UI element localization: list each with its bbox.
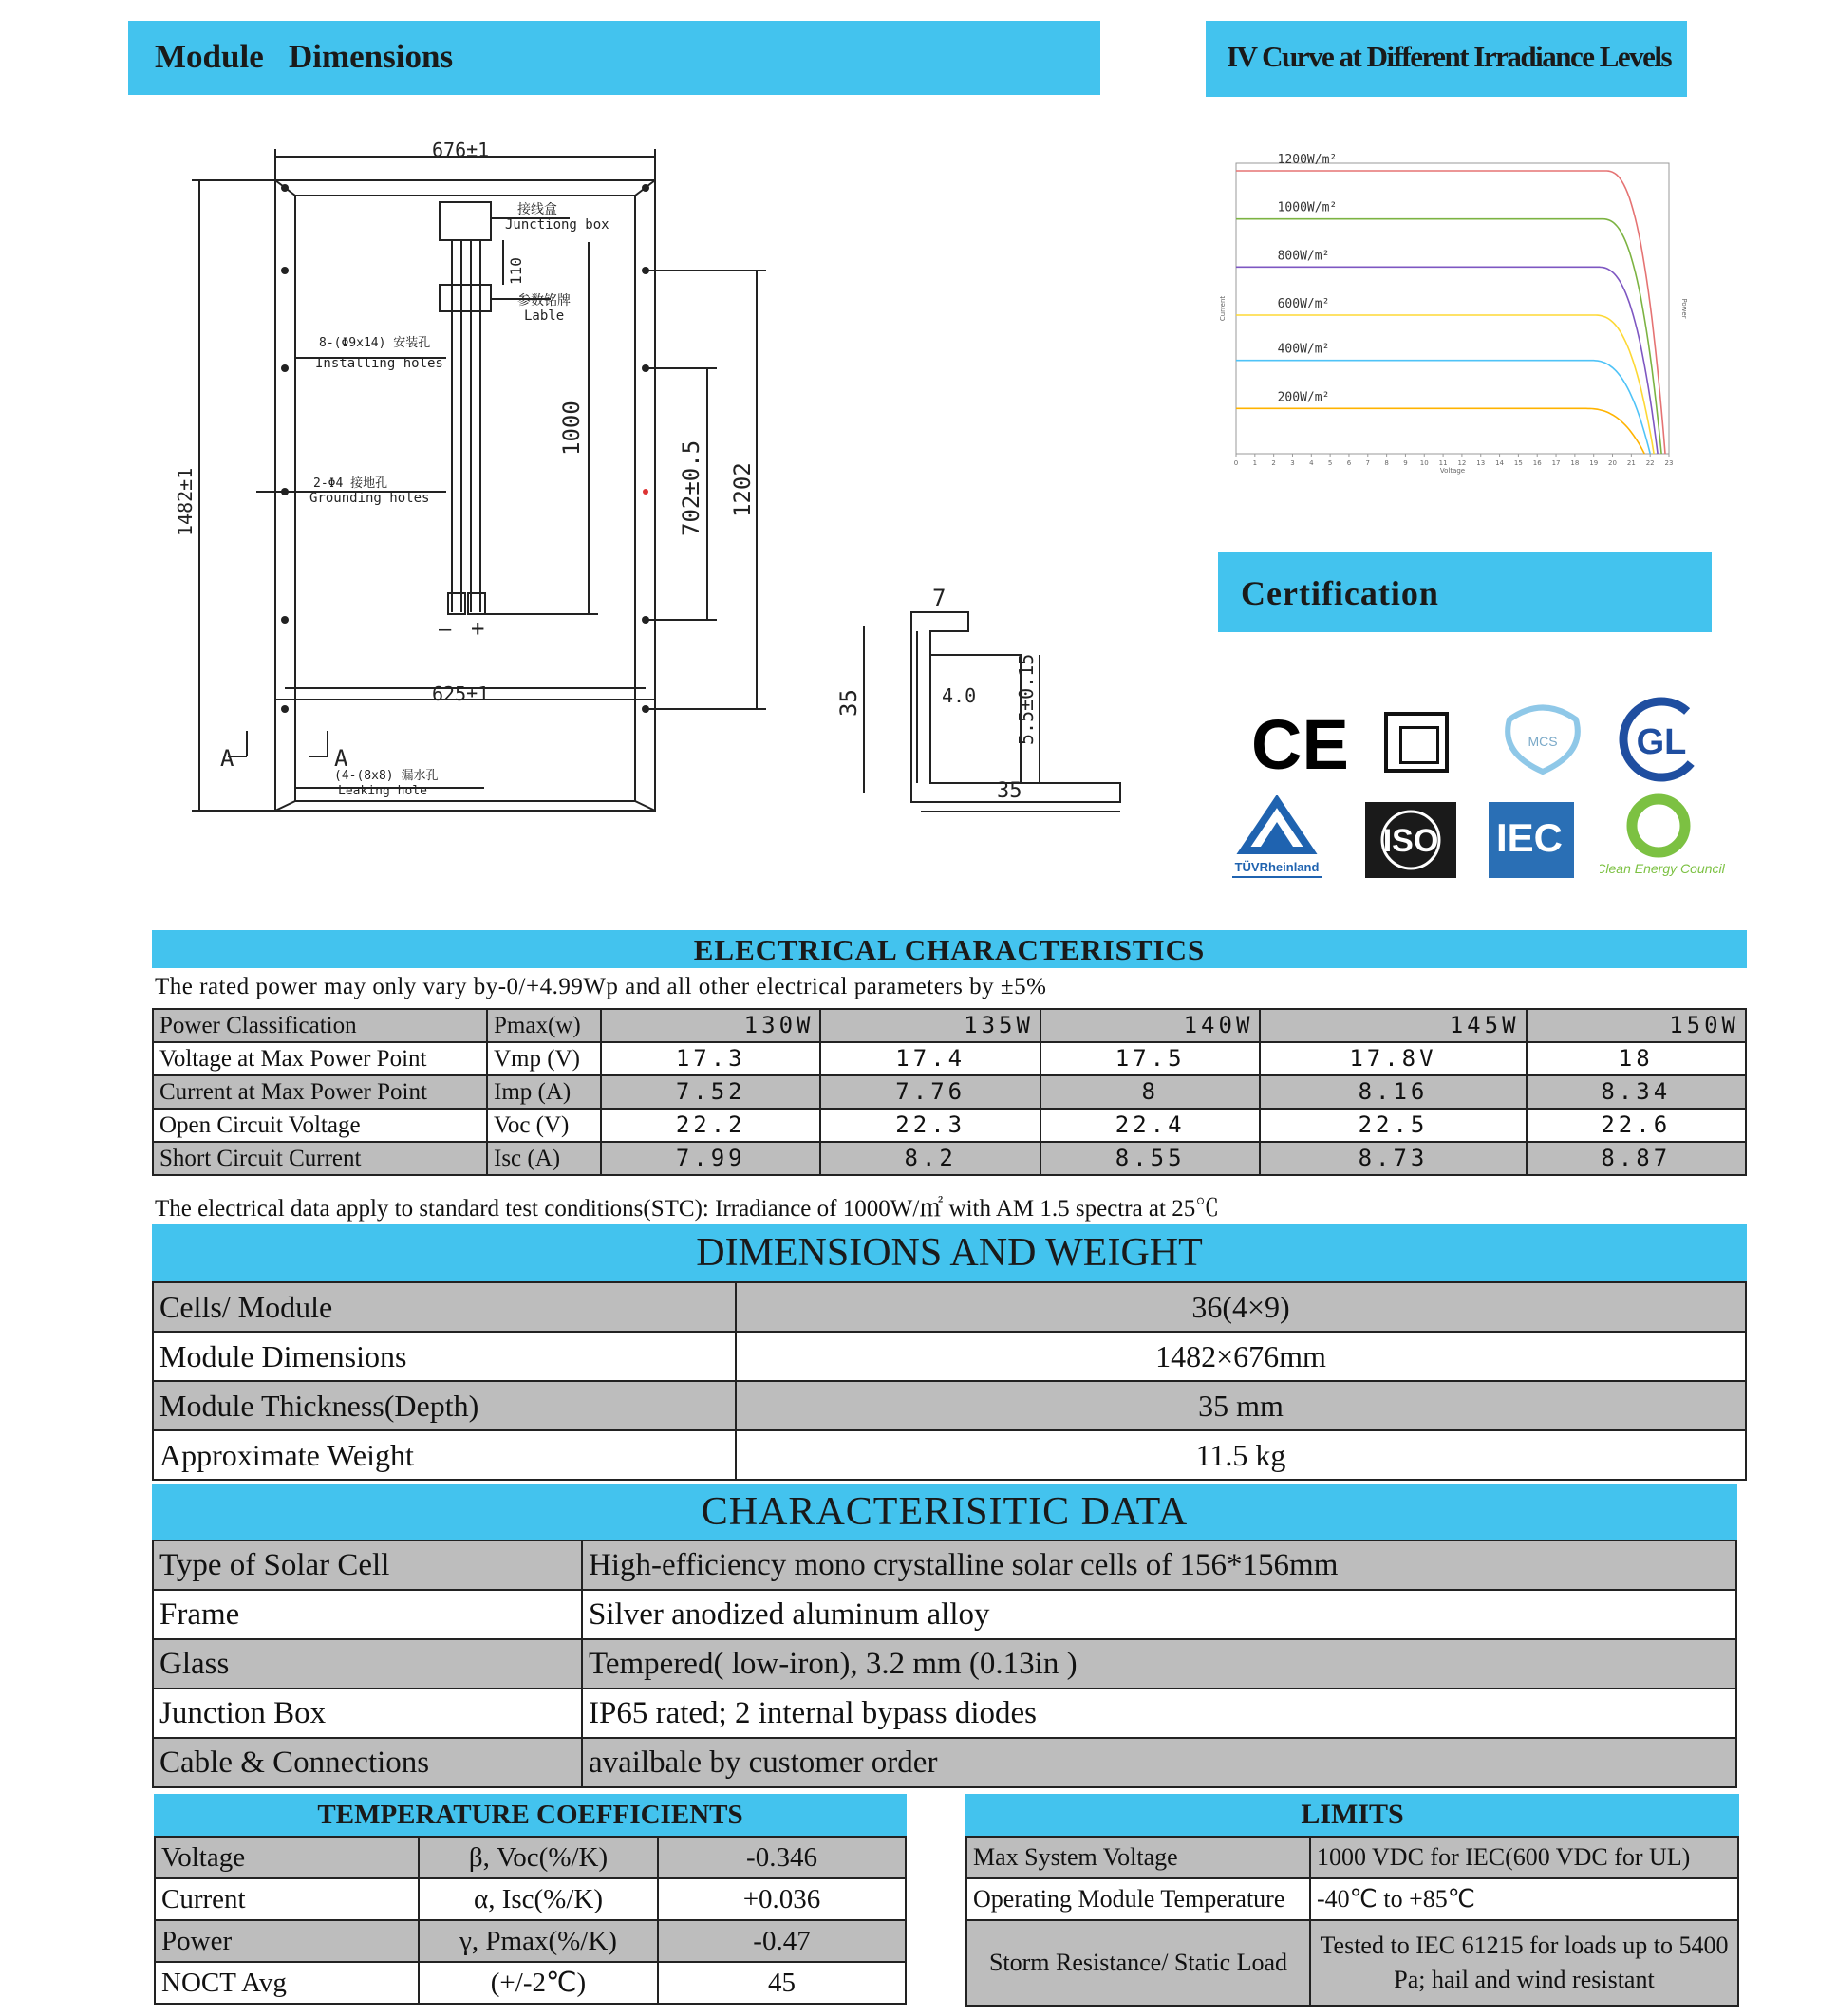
temperature-value: 45 — [658, 1962, 906, 2004]
electrical-value: 22.6 — [1527, 1109, 1746, 1142]
electrical-value: 8.87 — [1527, 1142, 1746, 1175]
temperature-header — [154, 1794, 907, 1836]
limits-row — [966, 1837, 1738, 1878]
iv-x-tick-label: 20 — [1608, 459, 1617, 467]
svg-text:MCS: MCS — [1528, 734, 1558, 749]
dimensions-value: 11.5 kg — [736, 1430, 1746, 1480]
limits-label: Storm Resistance/ Static Load — [966, 1920, 1310, 2006]
electrical-value: 145W — [1260, 1009, 1526, 1042]
characteristic-header — [152, 1484, 1737, 1540]
dimensions-label: Approximate Weight — [153, 1430, 736, 1480]
limits-row — [966, 1920, 1738, 2006]
minus-terminal: — — [439, 618, 452, 642]
iv-x-tick-label: 11 — [1438, 459, 1448, 467]
temperature-param: α, Isc(%/K) — [419, 1878, 658, 1920]
temperature-label: Power — [155, 1920, 419, 1962]
dim-1202-label: 1202 — [729, 462, 756, 517]
electrical-table — [152, 1008, 1747, 1176]
characteristic-value: Silver anodized aluminum alloy — [582, 1590, 1736, 1639]
characteristic-row — [153, 1590, 1736, 1639]
svg-text:ISO: ISO — [1382, 823, 1439, 859]
iv-series-label: 200W/m² — [1277, 390, 1330, 405]
electrical-value: 17.4 — [820, 1042, 1040, 1075]
svg-text:GL: GL — [1636, 722, 1687, 762]
iv-x-tick-label: 3 — [1290, 459, 1295, 467]
svg-text:Clean Energy Council: Clean Energy Council — [1600, 861, 1725, 876]
electrical-value: 17.3 — [601, 1042, 820, 1075]
temperature-table — [154, 1836, 907, 2005]
characteristic-label: Junction Box — [153, 1689, 582, 1738]
characteristic-label: Cable & Connections — [153, 1738, 582, 1787]
characteristic-row — [153, 1540, 1736, 1590]
characteristic-value: IP65 rated; 2 internal bypass diodes — [582, 1689, 1736, 1738]
iv-y-axis-label: Current — [1219, 295, 1227, 322]
electrical-value: 7.99 — [601, 1142, 820, 1175]
temperature-value: +0.036 — [658, 1878, 906, 1920]
electrical-value: 130W — [601, 1009, 820, 1042]
limits-header — [965, 1794, 1739, 1836]
electrical-row — [153, 1109, 1746, 1142]
svg-text:TÜVRheinland: TÜVRheinland — [1234, 860, 1320, 874]
limits-title: LIMITS — [1301, 1799, 1404, 1830]
iv-y2-axis-label: Power — [1680, 298, 1688, 319]
characteristic-value: High-efficiency mono crystalline solar cells of 156*156mm — [582, 1540, 1736, 1590]
temperature-param: γ, Pmax(%/K) — [419, 1920, 658, 1962]
characteristic-row — [153, 1639, 1736, 1689]
electrical-value: 8.2 — [820, 1142, 1040, 1175]
dimensions-table — [152, 1281, 1747, 1481]
characteristic-row — [153, 1738, 1736, 1787]
iv-x-tick-label: 16 — [1532, 459, 1542, 467]
dimensions-row — [153, 1282, 1746, 1332]
iv-curve-chart — [1215, 152, 1690, 475]
characteristic-label: Frame — [153, 1590, 582, 1639]
electrical-value: 135W — [820, 1009, 1040, 1042]
electrical-value: 8.55 — [1040, 1142, 1260, 1175]
iv-curve-title: IV Curve at Different Irradiance Levels — [1227, 40, 1672, 73]
frame-dim-35-width: 35 — [997, 779, 1022, 803]
electrical-param-label: Open Circuit Voltage — [153, 1109, 487, 1142]
nameplate-label: Lable — [524, 308, 565, 324]
electrical-value: 18 — [1527, 1042, 1746, 1075]
electrical-value: 22.5 — [1260, 1109, 1526, 1142]
iv-x-tick-label: 12 — [1457, 459, 1467, 467]
clean-energy-council-logo — [1600, 790, 1733, 883]
iv-x-tick-label: 9 — [1403, 459, 1408, 467]
temperature-label: Current — [155, 1878, 419, 1920]
grounding-holes-label: Grounding holes — [309, 491, 430, 506]
temperature-row — [155, 1837, 906, 1878]
grounding-holes-cn: 2-Φ4 接地孔 — [313, 476, 388, 491]
electrical-row — [153, 1142, 1746, 1175]
iv-x-tick-label: 21 — [1626, 459, 1636, 467]
dim-1000-label: 1000 — [558, 401, 585, 456]
frame-dim-7: 7 — [932, 585, 947, 611]
electrical-value: 8 — [1040, 1075, 1260, 1109]
temperature-row — [155, 1920, 906, 1962]
electrical-value: 7.76 — [820, 1075, 1040, 1109]
iv-x-tick-label: 6 — [1346, 459, 1352, 467]
characteristic-table — [152, 1540, 1737, 1788]
module-dimensions-title: Module Dimensions — [155, 38, 454, 75]
leaking-hole-label: Leaking hole — [338, 784, 427, 798]
dimensions-value: 36(4×9) — [736, 1282, 1746, 1332]
dim-702-label: 702±0.5 — [678, 439, 704, 536]
nameplate-cn: 参数铭牌 — [517, 293, 571, 308]
temperature-title: TEMPERATURE COEFFICIENTS — [317, 1800, 743, 1830]
mcs-logo — [1500, 700, 1585, 776]
temperature-label: Voltage — [155, 1837, 419, 1878]
electrical-param-unit: Pmax(w) — [487, 1009, 601, 1042]
limits-row — [966, 1878, 1738, 1920]
limits-table — [965, 1836, 1739, 2007]
iv-x-tick-label: 23 — [1664, 459, 1674, 467]
limits-value: 1000 VDC for IEC(600 VDC for UL) — [1310, 1837, 1738, 1878]
iv-x-tick-label: 14 — [1495, 459, 1505, 467]
temperature-row — [155, 1878, 906, 1920]
iec-logo: IEC — [1489, 802, 1574, 878]
electrical-value: 140W — [1040, 1009, 1260, 1042]
iv-x-tick-label: 10 — [1419, 459, 1429, 467]
dimensions-value: 35 mm — [736, 1381, 1746, 1430]
leaking-hole-cn: (4-(8x8) 漏水孔 — [334, 769, 439, 783]
dimensions-row — [153, 1430, 1746, 1480]
iv-x-axis-label: Voltage — [1439, 467, 1466, 475]
iv-x-tick-label: 1 — [1252, 459, 1258, 467]
dim-110-label: 110 — [507, 257, 525, 285]
installing-holes-cn: 8-(Φ9x14) 安装孔 — [319, 336, 431, 350]
limits-label: Max System Voltage — [966, 1837, 1310, 1878]
electrical-value: 7.52 — [601, 1075, 820, 1109]
iv-curve-header — [1206, 21, 1687, 97]
dimensions-label: Module Dimensions — [153, 1332, 736, 1381]
electrical-row — [153, 1009, 1746, 1042]
temperature-param: (+/-2℃) — [419, 1962, 658, 2004]
electrical-value: 22.3 — [820, 1109, 1040, 1142]
plus-terminal: + — [471, 615, 485, 642]
iv-x-tick-label: 15 — [1513, 459, 1523, 467]
dimensions-label: Module Thickness(Depth) — [153, 1381, 736, 1430]
dimensions-label: Cells/ Module — [153, 1282, 736, 1332]
gl-logo — [1619, 697, 1704, 782]
electrical-value: 22.4 — [1040, 1109, 1260, 1142]
iv-series-line — [1236, 408, 1644, 454]
iv-x-tick-label: 8 — [1384, 459, 1389, 467]
iv-x-tick-label: 18 — [1570, 459, 1580, 467]
iv-x-tick-label: 2 — [1271, 459, 1276, 467]
limits-label: Operating Module Temperature — [966, 1878, 1310, 1920]
characteristic-label: Glass — [153, 1639, 582, 1689]
iv-x-tick-label: 17 — [1551, 459, 1561, 467]
width-top-label: 676±1 — [432, 139, 490, 161]
dimensions-title: DIMENSIONS AND WEIGHT — [696, 1231, 1203, 1275]
dimensions-row — [153, 1381, 1746, 1430]
frame-dim-35-height: 35 — [835, 689, 862, 717]
junction-box-label: Junctiong box — [505, 217, 609, 233]
tuv-logo — [1225, 795, 1329, 883]
iv-series-line — [1236, 315, 1654, 454]
electrical-param-label: Current at Max Power Point — [153, 1075, 487, 1109]
electrical-title: ELECTRICAL CHARACTERISTICS — [693, 933, 1206, 966]
electrical-param-label: Power Classification — [153, 1009, 487, 1042]
electrical-param-label: Voltage at Max Power Point — [153, 1042, 487, 1075]
certification-title: Certification — [1241, 574, 1439, 612]
dimensions-value: 1482×676mm — [736, 1332, 1746, 1381]
iv-series-label: 1000W/m² — [1277, 200, 1338, 215]
electrical-value: 150W — [1527, 1009, 1746, 1042]
iv-x-tick-label: 0 — [1233, 459, 1239, 467]
section-a-left: A — [220, 745, 234, 772]
electrical-param-unit: Imp (A) — [487, 1075, 601, 1109]
ce-logo: CE — [1251, 705, 1349, 784]
electrical-note-top: The rated power may only vary by-0/+4.99Wp and all other electrical parameters by ±5% — [155, 974, 1047, 999]
electrical-value: 8.16 — [1260, 1075, 1526, 1109]
height-label: 1482±1 — [174, 467, 197, 536]
certification-header — [1218, 552, 1712, 632]
electrical-header — [152, 930, 1747, 968]
electrical-param-unit: Isc (A) — [487, 1142, 601, 1175]
frame-dim-5-5: 5.5±0.15 — [1015, 653, 1038, 745]
electrical-row — [153, 1075, 1746, 1109]
module-dimension-drawing — [171, 128, 1149, 826]
electrical-param-label: Short Circuit Current — [153, 1142, 487, 1175]
iv-series-label: 1200W/m² — [1277, 153, 1338, 167]
temperature-param: β, Voc(%/K) — [419, 1837, 658, 1878]
electrical-value: 22.2 — [601, 1109, 820, 1142]
iso-logo — [1365, 802, 1456, 878]
characteristic-value: Tempered( low-iron), 3.2 mm (0.13in ) — [582, 1639, 1736, 1689]
dimensions-header — [152, 1224, 1747, 1281]
dimensions-row — [153, 1332, 1746, 1381]
iv-x-tick-label: 7 — [1365, 459, 1371, 467]
iv-series-label: 600W/m² — [1277, 296, 1330, 311]
electrical-value: 17.8V — [1260, 1042, 1526, 1075]
electrical-param-unit: Voc (V) — [487, 1109, 601, 1142]
temperature-value: -0.346 — [658, 1837, 906, 1878]
frame-dim-4: 4.0 — [942, 684, 977, 707]
electrical-value: 8.73 — [1260, 1142, 1526, 1175]
limits-value: -40℃ to +85℃ — [1310, 1878, 1738, 1920]
temperature-label: NOCT Avg — [155, 1962, 419, 2004]
iv-x-tick-label: 5 — [1327, 459, 1333, 467]
iv-x-tick-label: 4 — [1309, 459, 1314, 467]
module-dimensions-header — [128, 21, 1100, 95]
temperature-row — [155, 1962, 906, 2004]
characteristic-title: CHARACTERISITIC DATA — [701, 1490, 1189, 1534]
characteristic-value: availbale by customer order — [582, 1738, 1736, 1787]
iv-series-label: 800W/m² — [1277, 249, 1330, 264]
electrical-param-unit: Vmp (V) — [487, 1042, 601, 1075]
characteristic-label: Type of Solar Cell — [153, 1540, 582, 1590]
iv-series-label: 400W/m² — [1277, 342, 1330, 357]
iv-x-tick-label: 13 — [1476, 459, 1486, 467]
electrical-note-bottom: The electrical data apply to standard test conditions(STC): Irradiance of 1000W/㎡ with AM 1.5 spectra at 25℃ — [155, 1196, 1220, 1222]
installing-holes-label: Installing holes — [315, 356, 443, 371]
iv-x-tick-label: 22 — [1645, 459, 1655, 467]
electrical-value: 8.34 — [1527, 1075, 1746, 1109]
junction-box-cn: 接线盒 — [517, 202, 557, 217]
electrical-value: 17.5 — [1040, 1042, 1260, 1075]
characteristic-row — [153, 1689, 1736, 1738]
class-ii-logo — [1384, 712, 1449, 773]
limits-value: Tested to IEC 61215 for loads up to 5400 Pa; hail and wind resistant — [1310, 1920, 1738, 2006]
iv-series-line — [1236, 361, 1650, 454]
iv-x-tick-label: 19 — [1589, 459, 1599, 467]
section-a-right: A — [334, 745, 348, 772]
width-bottom-label: 625±1 — [432, 682, 490, 705]
temperature-value: -0.47 — [658, 1920, 906, 1962]
certification-logos — [1225, 683, 1737, 883]
electrical-row — [153, 1042, 1746, 1075]
